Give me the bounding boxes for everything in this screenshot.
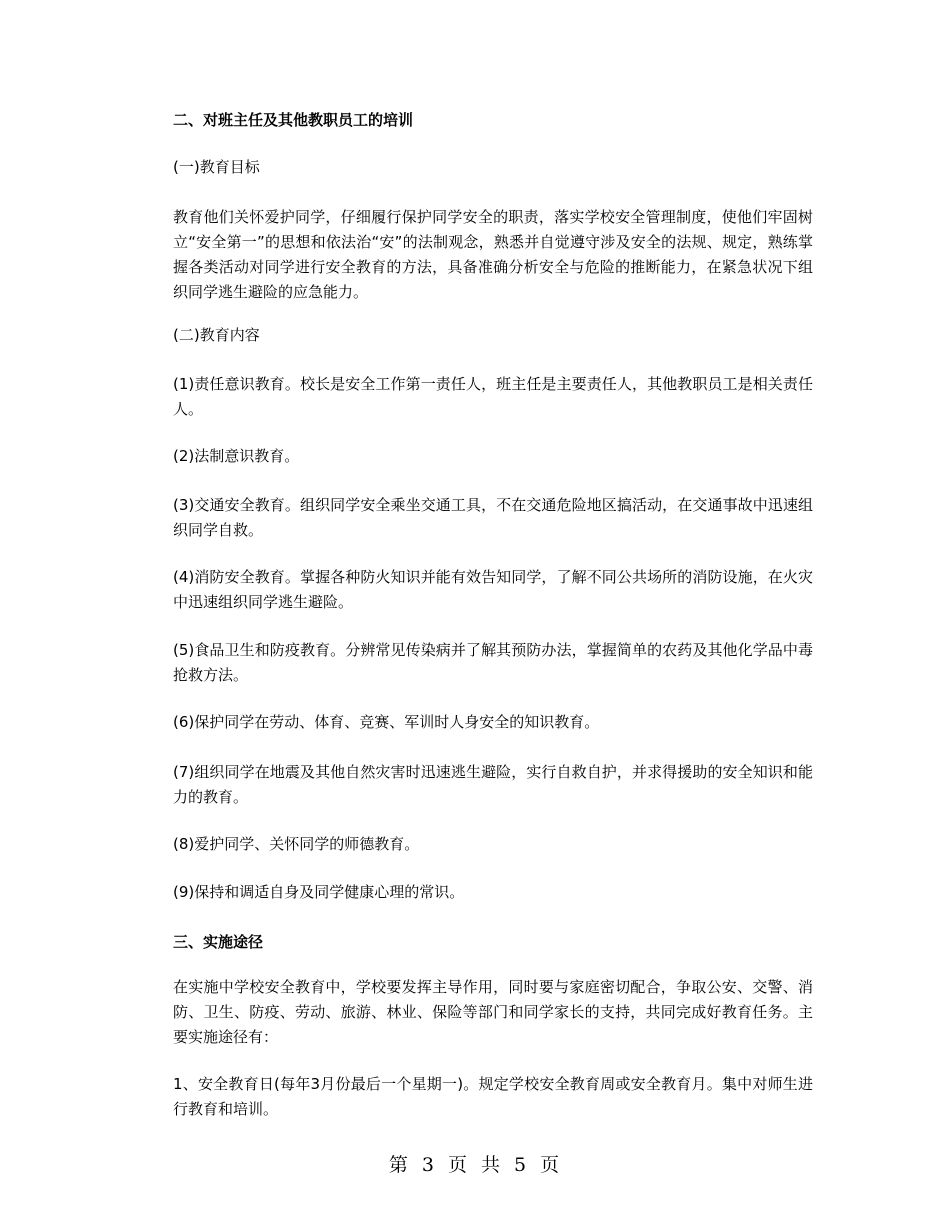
section-heading-training: 二、对班主任及其他教职员工的培训 — [173, 111, 414, 129]
list-item-1: (1)责任意识教育。校长是安全工作第一责任人，班主任是主要责任人，其他教职员工是相关责任人。 — [173, 375, 813, 418]
list-item-9: (9)保持和调适自身及同学健康心理的常识。 — [173, 883, 465, 901]
paragraph-implementation: 在实施中学校安全教育中，学校要发挥主导作用，同时要与家庭密切配合，争取公安、交警、消防、卫生、防疫、劳动、旅游、林业、保险等部门和同学家长的支持，共同完成好教育任务。主要实施途径有： — [173, 978, 813, 1046]
list-item-3: (3)交通安全教育。组织同学安全乘坐交通工具，不在交通危险地区搞活动，在交通事故中迅速组织同学自救。 — [173, 496, 813, 539]
list-item-2: (2)法制意识教育。 — [173, 447, 300, 465]
section-heading-implementation: 三、实施途径 — [173, 933, 264, 951]
paragraph-safety-day: 1、安全教育日(每年3月份最后一个星期一)。规定学校安全教育周或安全教育月。集中对师生进行教育和培训。 — [173, 1075, 813, 1118]
subheading-goal: (一)教育目标 — [173, 158, 260, 176]
paragraph-goal: 教育他们关怀爱护同学，仔细履行保护同学安全的职责，落实学校安全管理制度，使他们牢固树立“安全第一”的思想和依法治“安”的法制观念，熟悉并自觉遵守涉及安全的法规、规定，熟练掌握各类活动对同学进行安全教育的方法，具备准确分析安全与危险的推断能力，在紧急状况下组织同学逃生避险的应急能力。 — [173, 208, 813, 301]
subheading-content: (二)教育内容 — [173, 326, 260, 344]
list-item-6: (6)保护同学在劳动、体育、竞赛、军训时人身安全的知识教育。 — [173, 713, 600, 731]
list-item-7: (7)组织同学在地震及其他自然灾害时迅速逃生避险，实行自救自护，并求得援助的安全知识和能力的教育。 — [173, 763, 813, 806]
page-number-footer: 第 3 页 共 5 页 — [388, 1154, 562, 1176]
list-item-8: (8)爱护同学、关怀同学的师德教育。 — [173, 835, 420, 853]
list-item-5: (5)食品卫生和防疫教育。分辨常见传染病并了解其预防办法，掌握简单的农药及其他化学品中毒抢救方法。 — [173, 641, 813, 684]
list-item-4: (4)消防安全教育。掌握各种防火知识并能有效告知同学，了解不同公共场所的消防设施，在火灾中迅速组织同学逃生避险。 — [173, 568, 813, 611]
